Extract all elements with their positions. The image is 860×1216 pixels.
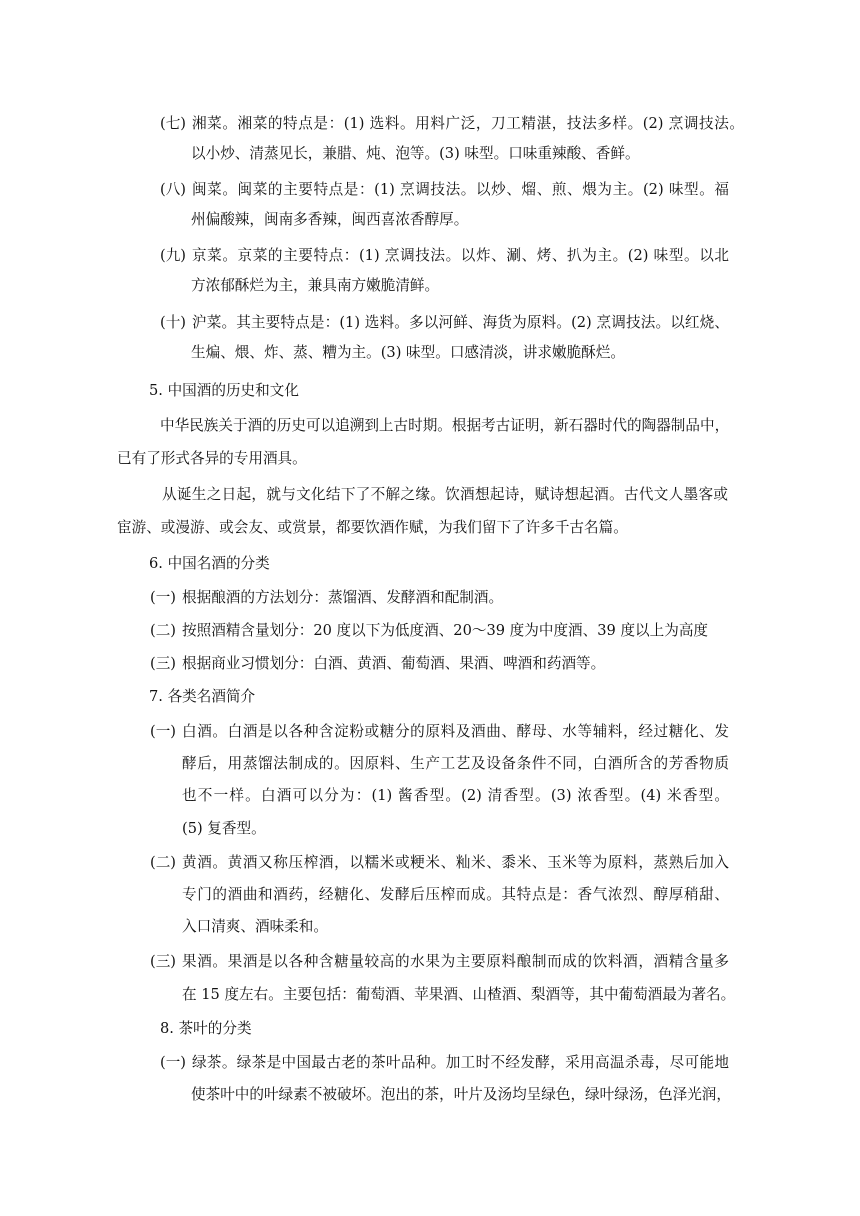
item-line: 专门的酒曲和酒药，经糖化、发酵后压榨而成。其特点是：香气浓烈、醇厚稍甜、 bbox=[182, 886, 729, 903]
paragraph-line: 从诞生之日起，就与文化结下了不解之缘。饮酒想起诗，赋诗想起酒。古代文人墨客或 bbox=[162, 486, 728, 503]
item-line: 京菜。京菜的主要特点：(1) 烹调技法。以炸、涮、烤、扒为主。(2) 味型。以北 bbox=[192, 247, 729, 264]
item-line: 沪菜。其主要特点是：(1) 选料。多以河鲜、海货为原料。(2) 烹调技法。以红烧、 bbox=[192, 314, 729, 331]
item-line: 也不一样。白酒可以分为：(1) 酱香型。(2) 清香型。(3) 浓香型。(4) 米香型。 bbox=[182, 787, 729, 804]
item-line: 酵后，用蒸馏法制成的。因原料、生产工艺及设备条件不同，白酒所含的芳香物质 bbox=[182, 755, 729, 772]
item-number: (七) bbox=[160, 115, 186, 132]
item-line: 以小炒、清蒸见长，兼腊、炖、泡等。(3) 味型。口味重辣酸、香鲜。 bbox=[191, 145, 640, 162]
item-line: 绿茶。绿茶是中国最古老的茶叶品种。加工时不经发酵，采用高温杀毒，尽可能地 bbox=[192, 1054, 729, 1071]
item-line: 生煸、煨、炸、蒸、糟为主。(3) 味型。口感清淡，讲求嫩脆酥烂。 bbox=[191, 344, 625, 361]
item-line: 果酒。果酒是以各种含糖量较高的水果为主要原料酿制而成的饮料酒，酒精含量多 bbox=[182, 953, 729, 970]
item-line: 白酒。白酒是以各种含淀粉或糖分的原料及酒曲、酵母、水等辅料，经过糖化、发 bbox=[182, 723, 729, 740]
list-item: 按照酒精含量划分：20 度以下为低度酒、20～39 度为中度酒、39 度以上为高度 bbox=[182, 622, 709, 639]
item-number: (八) bbox=[160, 181, 186, 198]
section-heading: 8. 茶叶的分类 bbox=[160, 1020, 252, 1037]
item-line: 方浓郁酥烂为主，兼具南方嫩脆清鲜。 bbox=[191, 277, 440, 294]
item-number: (一) bbox=[150, 589, 176, 606]
item-number: (一) bbox=[160, 1054, 186, 1071]
item-number: (三) bbox=[150, 655, 176, 672]
item-line: 湘菜。湘菜的特点是：(1) 选料。用料广泛，刀工精湛，技法多样。(2) 烹调技法。 bbox=[192, 115, 744, 132]
section-heading: 6. 中国名酒的分类 bbox=[149, 555, 270, 572]
item-line: 在 15 度左右。主要包括：葡萄酒、苹果酒、山楂酒、梨酒等，其中葡萄酒最为著名。 bbox=[182, 986, 736, 1003]
item-line: 入口清爽、酒味柔和。 bbox=[182, 918, 328, 935]
paragraph-line: 中华民族关于酒的历史可以追溯到上古时期。根据考古证明，新石器时代的陶器制品中， bbox=[160, 417, 730, 434]
paragraph-line: 已有了形式各异的专用酒具。 bbox=[117, 450, 307, 467]
item-number: (二) bbox=[150, 854, 176, 871]
list-item: 根据酿酒的方法划分：蒸馏酒、发酵酒和配制酒。 bbox=[182, 589, 504, 606]
item-number: (三) bbox=[150, 953, 176, 970]
section-heading: 7. 各类名酒简介 bbox=[149, 688, 256, 705]
paragraph-line: 宦游、或漫游、或会友、或赏景，都要饮酒作赋，为我们留下了许多千古名篇。 bbox=[117, 519, 628, 536]
item-number: (一) bbox=[150, 723, 176, 740]
item-line: 黄酒。黄酒又称压榨酒，以糯米或粳米、籼米、黍米、玉米等为原料，蒸熟后加入 bbox=[182, 854, 729, 871]
list-item: 根据商业习惯划分：白酒、黄酒、葡萄酒、果酒、啤酒和药酒等。 bbox=[182, 655, 606, 672]
item-number: (十) bbox=[160, 314, 186, 331]
item-line: 州偏酸辣，闽南多香辣，闽西喜浓香醇厚。 bbox=[191, 211, 469, 228]
item-line: 闽菜。闽菜的主要特点是：(1) 烹调技法。以炒、熘、煎、煨为主。(2) 味型。福 bbox=[192, 181, 729, 198]
item-line: (5) 复香型。 bbox=[182, 820, 266, 837]
section-heading: 5. 中国酒的历史和文化 bbox=[149, 382, 299, 399]
item-line: 使茶叶中的叶绿素不被破坏。泡出的茶，叶片及汤均呈绿色，绿叶绿汤，色泽光润， bbox=[191, 1086, 731, 1103]
item-number: (二) bbox=[150, 622, 176, 639]
item-number: (九) bbox=[160, 247, 186, 264]
